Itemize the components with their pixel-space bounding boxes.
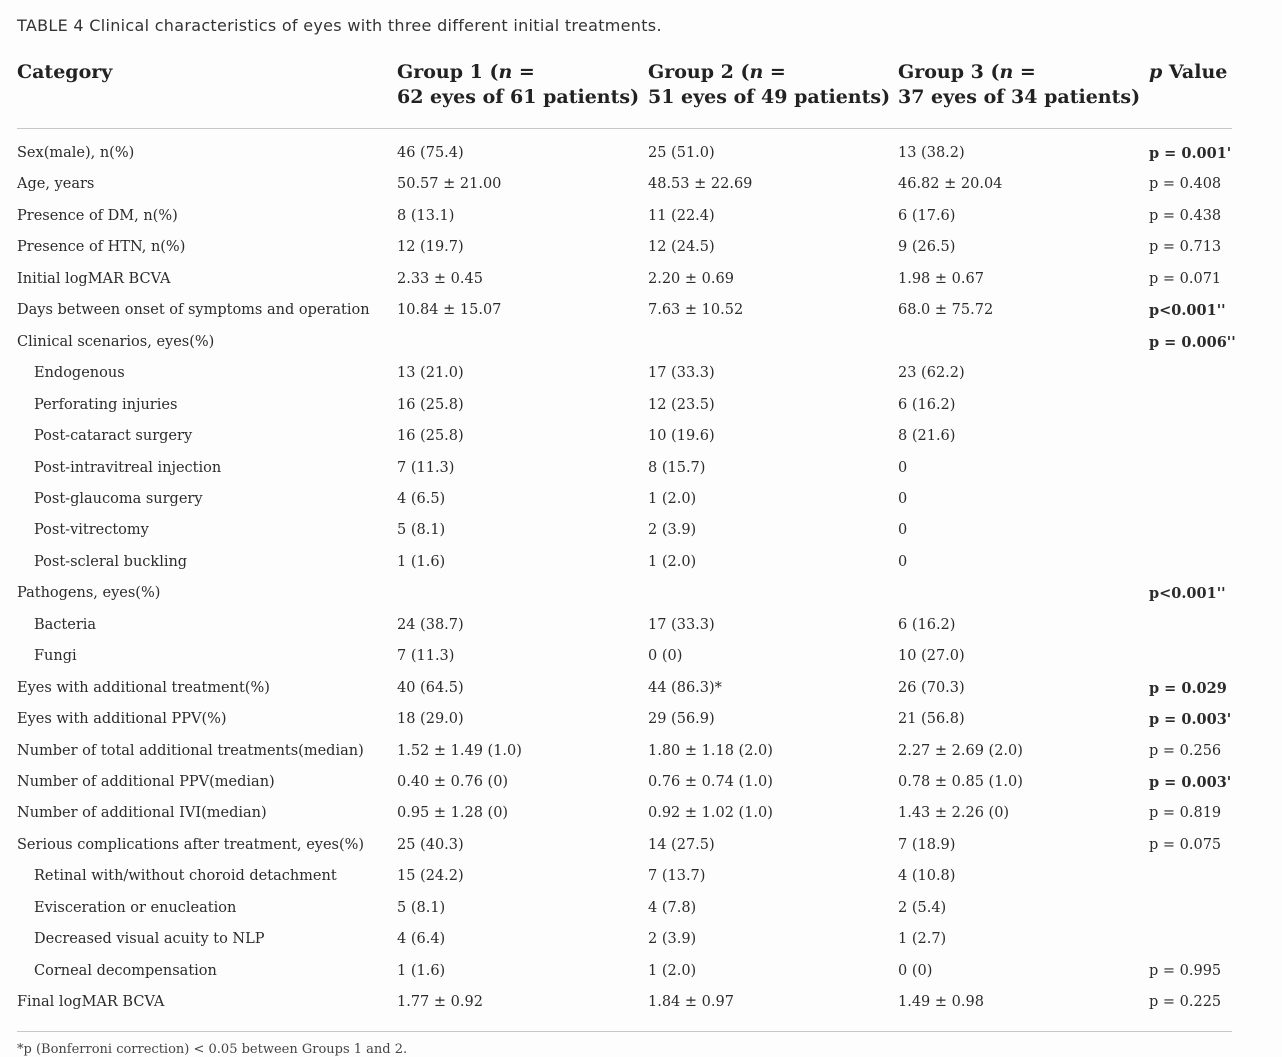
cell-group-1: 0.95 ± 1.28 (0) [397,805,509,822]
row-label: Fungi [34,648,77,665]
cell-group-3: 0 [898,553,908,570]
row-label: Initial logMAR BCVA [17,270,171,287]
cell-group-3: 8 (21.6) [898,428,956,445]
cell-p-value: p = 0.438 [1149,207,1222,224]
table-row [0,931,1282,962]
cell-group-1: 40 (64.5) [397,679,464,696]
row-label: Bacteria [34,616,97,633]
header-p-symbol: p [1149,61,1163,83]
cell-group-2: 12 (24.5) [648,239,715,256]
cell-group-3: 1.43 ± 2.26 (0) [898,805,1010,822]
header-group-2-n: n [749,61,764,83]
cell-group-2: 17 (33.3) [648,365,715,382]
cell-group-3: 1 (2.7) [898,931,947,948]
cell-p-value: p<0.001'' [1149,585,1226,603]
row-label: Post-scleral buckling [34,553,188,570]
table-row [0,176,1282,207]
cell-p-value: p = 0.001' [1149,145,1232,162]
row-label: Corneal decompensation [34,962,217,979]
cell-p-value: p = 0.819 [1149,805,1222,822]
cell-group-1: 12 (19.7) [397,239,464,256]
header-group-3-suffix: = [1013,61,1036,83]
cell-group-3: 9 (26.5) [898,239,956,256]
row-label: Presence of DM, n(%) [17,207,178,224]
table-row [0,648,1282,679]
cell-p-value: p = 0.003' [1149,711,1232,729]
cell-group-2: 44 (86.3)* [648,679,722,696]
cell-p-value: p = 0.006'' [1149,333,1236,351]
cell-group-1: 1.52 ± 1.49 (1.0) [397,742,522,759]
cell-group-1: 2.33 ± 0.45 [397,270,483,287]
cell-p-value: p = 0.075 [1149,836,1222,853]
cell-group-3: 6 (17.6) [898,207,956,224]
cell-group-1: 5 (8.1) [397,899,446,916]
cell-group-3: 7 (18.9) [898,836,956,853]
row-label: Serious complications after treatment, eyes(%) [17,836,365,853]
table-row [0,491,1282,522]
cell-group-1: 8 (13.1) [397,207,455,224]
cell-group-3: 1.98 ± 0.67 [898,270,984,287]
table-row [0,460,1282,491]
row-label: Post-cataract surgery [34,428,193,445]
header-group-3-count: 37 eyes of 34 patients) [898,86,1141,108]
cell-group-1: 1 (1.6) [397,553,446,570]
table-row [0,239,1282,270]
cell-group-3: 68.0 ± 75.72 [898,302,994,319]
table-row [0,302,1282,333]
header-category: Category [17,61,113,83]
header-group-3 [898,60,1140,110]
cell-group-2: 0.76 ± 0.74 (1.0) [648,774,773,790]
cell-group-2: 29 (56.9) [648,711,715,728]
row-label: Post-vitrectomy [34,522,149,539]
cell-group-1: 16 (25.8) [397,396,464,413]
cell-group-1: 0.40 ± 0.76 (0) [397,774,509,790]
cell-group-2: 4 (7.8) [648,899,697,916]
cell-group-2: 14 (27.5) [648,836,715,853]
cell-group-2: 2 (3.9) [648,931,697,948]
table-row [0,365,1282,396]
table-row [0,774,1282,805]
cell-group-1: 25 (40.3) [397,836,464,853]
cell-p-value: p<0.001'' [1149,302,1226,320]
cell-p-value: p = 0.071 [1149,270,1222,287]
header-group-1-n: n [498,61,513,83]
table-caption: TABLE 4 Clinical characteristics of eyes with three different initial treatments. [17,16,662,35]
cell-p-value: p = 0.029 [1149,679,1227,697]
row-label: Perforating injuries [34,396,178,413]
row-label: Evisceration or enucleation [34,899,237,916]
row-label: Days between onset of symptoms and operation [17,302,370,319]
table-row [0,963,1282,994]
cell-group-1: 24 (38.7) [397,616,464,633]
cell-group-2: 8 (15.7) [648,459,706,476]
table-row [0,522,1282,553]
cell-group-1: 16 (25.8) [397,428,464,445]
cell-group-1: 5 (8.1) [397,522,446,539]
cell-group-2: 1 (2.0) [648,553,697,570]
cell-group-1: 15 (24.2) [397,868,464,885]
cell-group-2: 1 (2.0) [648,962,697,979]
table-row [0,334,1282,365]
row-label: Age, years [17,176,95,193]
cell-group-2: 12 (23.5) [648,396,715,413]
row-label: Sex(male), n(%) [17,145,135,161]
cell-group-2: 48.53 ± 22.69 [648,176,753,193]
header-group-3-n: n [999,61,1014,83]
row-label: Number of additional IVI(median) [17,805,267,822]
table-row [0,680,1282,711]
cell-group-2: 0.92 ± 1.02 (1.0) [648,805,773,822]
cell-group-2: 17 (33.3) [648,616,715,633]
header-group-1 [397,60,639,110]
cell-group-3: 0 [898,490,908,507]
row-label: Post-glaucoma surgery [34,490,203,507]
cell-p-value: p = 0.003' [1149,774,1232,791]
table-row [0,617,1282,648]
header-p-value [1149,60,1227,85]
cell-group-3: 26 (70.3) [898,679,965,696]
cell-group-1: 50.57 ± 21.00 [397,176,502,193]
cell-group-1: 4 (6.4) [397,931,446,948]
bottom-rule [17,1031,1232,1032]
cell-group-1: 1.77 ± 0.92 [397,994,483,1011]
header-group-2-count: 51 eyes of 49 patients) [648,86,891,108]
cell-group-3: 10 (27.0) [898,648,965,665]
cell-group-1: 4 (6.5) [397,490,446,507]
row-label: Endogenous [34,365,125,382]
cell-group-1: 13 (21.0) [397,365,464,382]
table-row [0,554,1282,585]
table-row [0,805,1282,836]
header-group-2 [648,60,890,110]
row-label: Post-intravitreal injection [34,459,222,476]
cell-group-3: 21 (56.8) [898,711,965,728]
cell-group-3: 46.82 ± 20.04 [898,176,1003,193]
cell-group-3: 13 (38.2) [898,145,965,161]
cell-group-1: 1 (1.6) [397,962,446,979]
header-group-1-prefix: Group 1 ( [397,61,499,83]
row-label: Eyes with additional treatment(%) [17,679,270,696]
table-row [0,145,1282,176]
header-group-2-suffix: = [763,61,786,83]
row-label: Decreased visual acuity to NLP [34,931,265,948]
cell-group-3: 0 [898,522,908,539]
table-row [0,837,1282,868]
table-row [0,585,1282,616]
cell-group-3: 2.27 ± 2.69 (2.0) [898,742,1023,759]
table-row [0,900,1282,931]
cell-group-3: 6 (16.2) [898,616,956,633]
cell-p-value: p = 0.256 [1149,742,1222,759]
cell-group-3: 6 (16.2) [898,396,956,413]
cell-group-1: 7 (11.3) [397,459,455,476]
table-row [0,711,1282,742]
cell-group-3: 0 [898,459,908,476]
cell-group-2: 2.20 ± 0.69 [648,270,734,287]
cell-group-2: 1 (2.0) [648,490,697,507]
header-p-label: Value [1162,61,1228,83]
header-rule [17,128,1232,129]
cell-group-2: 11 (22.4) [648,207,715,224]
cell-p-value: p = 0.995 [1149,962,1222,979]
cell-group-3: 23 (62.2) [898,365,965,382]
cell-group-2: 7 (13.7) [648,868,706,885]
table-row [0,208,1282,239]
cell-group-2: 2 (3.9) [648,522,697,539]
table-row [0,868,1282,899]
cell-group-3: 0 (0) [898,962,933,979]
header-group-2-prefix: Group 2 ( [648,61,750,83]
cell-group-2: 1.80 ± 1.18 (2.0) [648,742,773,759]
cell-p-value: p = 0.225 [1149,994,1222,1011]
cell-p-value: p = 0.713 [1149,239,1222,256]
table-footnote: *p (Bonferroni correction) < 0.05 between Groups 1 and 2. [17,1042,408,1057]
row-label: Final logMAR BCVA [17,994,165,1011]
cell-group-2: 25 (51.0) [648,145,715,161]
cell-group-3: 2 (5.4) [898,899,947,916]
table-row [0,994,1282,1025]
row-label: Number of additional PPV(median) [17,774,275,790]
cell-group-3: 4 (10.8) [898,868,956,885]
row-label: Eyes with additional PPV(%) [17,711,227,728]
cell-p-value: p = 0.408 [1149,176,1222,193]
cell-group-1: 7 (11.3) [397,648,455,665]
row-label: Clinical scenarios, eyes(%) [17,333,215,350]
table-row [0,271,1282,302]
row-label: Retinal with/without choroid detachment [34,868,337,885]
cell-group-1: 18 (29.0) [397,711,464,728]
table-row [0,397,1282,428]
row-label: Presence of HTN, n(%) [17,239,186,256]
row-label: Number of total additional treatments(median) [17,742,364,759]
header-group-1-suffix: = [512,61,535,83]
table-row [0,743,1282,774]
cell-group-3: 1.49 ± 0.98 [898,994,984,1011]
cell-group-3: 0.78 ± 0.85 (1.0) [898,774,1023,790]
row-label: Pathogens, eyes(%) [17,585,161,602]
table-row [0,428,1282,459]
cell-group-2: 0 (0) [648,648,683,665]
cell-group-2: 10 (19.6) [648,428,715,445]
header-group-3-prefix: Group 3 ( [898,61,1000,83]
cell-group-2: 7.63 ± 10.52 [648,302,744,319]
cell-group-2: 1.84 ± 0.97 [648,994,734,1011]
cell-group-1: 46 (75.4) [397,145,464,161]
header-group-1-count: 62 eyes of 61 patients) [397,86,640,108]
cell-group-1: 10.84 ± 15.07 [397,302,502,319]
